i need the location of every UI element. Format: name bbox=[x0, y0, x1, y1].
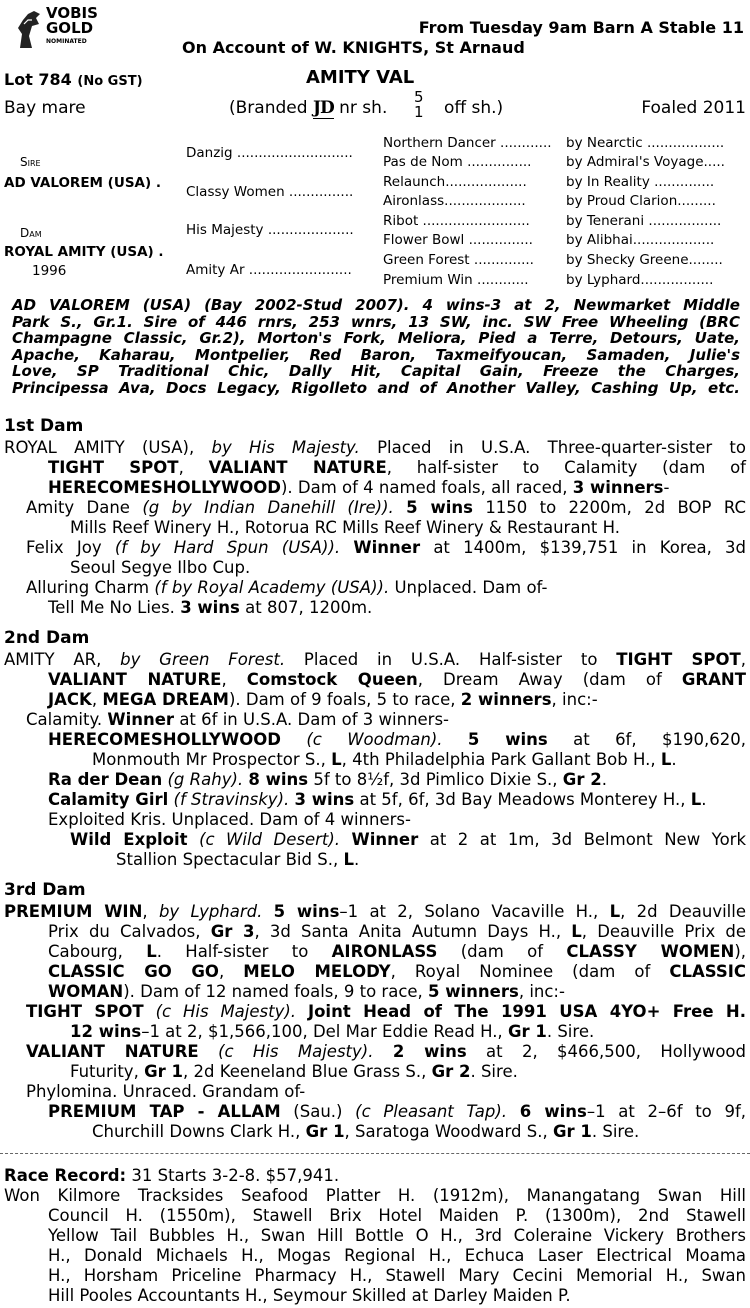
ped-gen3-by: by Nearctic .................. bbox=[566, 135, 725, 151]
ped-gen3-by: by Tenerani ................. bbox=[566, 213, 722, 229]
section-2nd-dam: 2nd Dam bbox=[4, 628, 90, 648]
ped-gen3-by: by Shecky Greene........ bbox=[566, 252, 723, 268]
brand-mark: JD bbox=[312, 98, 334, 118]
ped-gen3: Northern Dancer ............ bbox=[383, 135, 552, 151]
sire-name: AD VALOREM (USA) . bbox=[4, 175, 161, 191]
header-vendor: On Account of W. KNIGHTS, St Arnaud bbox=[182, 38, 525, 57]
ped-gen2: Danzig ........................... bbox=[186, 145, 353, 161]
brand-fraction: 5 1 bbox=[414, 88, 424, 121]
ped-gen3: Premium Win ............ bbox=[383, 272, 529, 288]
ped-gen2: His Majesty .................... bbox=[186, 222, 354, 238]
dam-label: Dam bbox=[20, 226, 42, 240]
section-1st-dam: 1st Dam bbox=[4, 416, 84, 436]
ped-gen3-by: by Lyphard................. bbox=[566, 272, 714, 288]
ped-gen3: Ribot ......................... bbox=[383, 213, 530, 229]
ped-gen3-by: by Proud Clarion......... bbox=[566, 193, 716, 209]
ped-gen2: Amity Ar ........................ bbox=[186, 262, 352, 278]
dam-name: ROYAL AMITY (USA) . bbox=[4, 244, 164, 260]
lot-number: Lot 784 (No GST) bbox=[4, 70, 143, 89]
foaled: Foaled 2011 bbox=[641, 98, 746, 118]
brand-info: (Branded JD nr sh. bbox=[229, 98, 388, 118]
ped-gen3: Aironlass................... bbox=[383, 193, 526, 209]
sire-summary: AD VALOREM (USA) (Bay 2002-Stud 2007). 4 wins-3 at 2, Newmarket Middle Park S., Gr.1. Sire of 446 rnrs, 253 wnrs, 13 SW, inc. SW Free Wheeling (BRC Champagne Classic, Gr.2), Morton's Fork, Meliora, Pied a Terre, Detours, Uate, Apache, Kaharau, Montpelier, Red Baron, Taxmeifyoucan, Samaden, Julie's Love, SP Traditional Chic, Dally Hit, Capital Gain, Freeze the Charges, Principessa Ava, Docs Legacy, Rigolleto and of Another Valley, Cashing Up, etc. bbox=[12, 296, 740, 397]
ped-gen3: Green Forest .............. bbox=[383, 252, 534, 268]
logo-gold: GOLD bbox=[46, 19, 94, 37]
ped-gen2: Classy Women ............... bbox=[186, 184, 354, 200]
header-stable: From Tuesday 9am Barn A Stable 11 bbox=[418, 18, 744, 37]
sire-label: Sire bbox=[20, 155, 41, 169]
ped-gen3-by: by Alibhai................... bbox=[566, 232, 715, 248]
horse-head-icon bbox=[14, 8, 44, 52]
ped-gen3-by: by In Reality .............. bbox=[566, 174, 715, 190]
color-sex: Bay mare bbox=[4, 98, 86, 118]
vobis-gold-logo bbox=[14, 4, 124, 56]
ped-gen3: Pas de Nom ............... bbox=[383, 154, 532, 170]
dam-year: 1996 bbox=[32, 263, 67, 279]
horse-name: AMITY VAL bbox=[306, 67, 415, 88]
ped-gen3: Relaunch................... bbox=[383, 174, 527, 190]
ped-gen3: Flower Bowl ............... bbox=[383, 232, 533, 248]
brand-off: off sh.) bbox=[444, 98, 504, 118]
divider bbox=[0, 1153, 750, 1154]
logo-vobis: VOBIS bbox=[46, 4, 98, 22]
section-3rd-dam: 3rd Dam bbox=[4, 880, 86, 900]
ped-gen3-by: by Admiral's Voyage..... bbox=[566, 154, 725, 170]
logo-nominated: NOMINATED bbox=[46, 38, 87, 45]
